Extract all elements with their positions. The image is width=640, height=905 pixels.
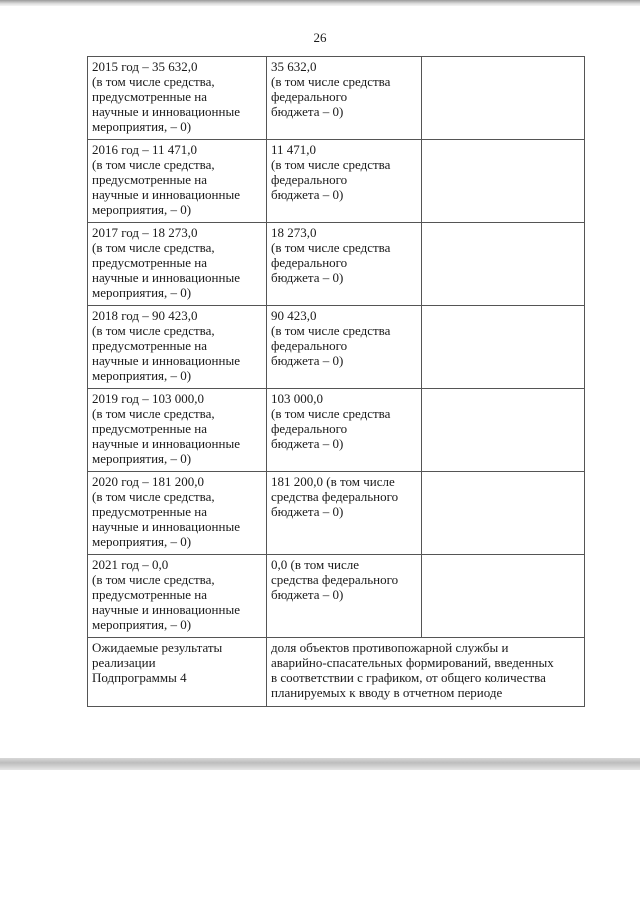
cell-line: Подпрограммы 4 [92, 670, 187, 685]
cell-line: федерального [271, 421, 348, 436]
empty-cell [422, 140, 585, 223]
empty-cell [422, 57, 585, 140]
cell-line: предусмотренные на [92, 255, 208, 270]
cell-line: предусмотренные на [92, 338, 208, 353]
amount-cell [267, 140, 422, 223]
year-funding-cell [88, 389, 267, 472]
cell-line: (в том числе средства, [92, 489, 215, 504]
amount-cell [267, 57, 422, 140]
table-row [88, 306, 585, 389]
cell-line: научные и инновационные [92, 353, 240, 368]
cell-line: планируемых к вводу в отчетном периоде [271, 685, 503, 700]
empty-cell [422, 223, 585, 306]
cell-line: 2021 год – 0,0 [92, 557, 169, 572]
empty-cell [422, 472, 585, 555]
year-funding-cell [88, 306, 267, 389]
cell-line: 2018 год – 90 423,0 [92, 308, 198, 323]
cell-line: мероприятия, – 0) [92, 617, 192, 632]
cell-line: федерального [271, 172, 348, 187]
cell-line: предусмотренные на [92, 421, 208, 436]
cell-line: научные и инновационные [92, 270, 240, 285]
cell-line: (в том числе средства, [92, 157, 215, 172]
cell-line: федерального [271, 89, 348, 104]
page-number: 26 [313, 30, 327, 45]
amount-cell [267, 472, 422, 555]
cell-line: (в том числе средства [271, 323, 391, 338]
cell-line: научные и инновационные [92, 519, 240, 534]
cell-line: бюджета – 0) [271, 187, 344, 202]
cell-line: мероприятия, – 0) [92, 534, 192, 549]
year-funding-cell [88, 57, 267, 140]
cell-line: (в том числе средства [271, 240, 391, 255]
cell-line: федерального [271, 255, 348, 270]
cell-line: 181 200,0 (в том числе [271, 474, 395, 489]
scan-edge-top [0, 0, 640, 6]
funding-table [87, 56, 585, 707]
cell-line: (в том числе средства, [92, 406, 215, 421]
cell-line: мероприятия, – 0) [92, 285, 192, 300]
cell-line: в соответствии с графиком, от общего количества [271, 670, 546, 685]
cell-line: 2017 год – 18 273,0 [92, 225, 198, 240]
year-funding-cell [88, 223, 267, 306]
results-value-cell [267, 638, 585, 707]
cell-line: 35 632,0 [271, 59, 317, 74]
cell-line: (в том числе средства, [92, 572, 215, 587]
cell-line: бюджета – 0) [271, 104, 344, 119]
cell-line: 11 471,0 [271, 142, 317, 157]
cell-line: мероприятия, – 0) [92, 202, 192, 217]
cell-line: (в том числе средства, [92, 240, 215, 255]
cell-line: мероприятия, – 0) [92, 119, 192, 134]
cell-line: научные и инновационные [92, 187, 240, 202]
cell-line: предусмотренные на [92, 89, 208, 104]
cell-line: средства федерального [271, 572, 399, 587]
table-row [88, 223, 585, 306]
table-row [88, 140, 585, 223]
amount-cell [267, 389, 422, 472]
cell-line: бюджета – 0) [271, 504, 344, 519]
cell-line: (в том числе средства, [92, 323, 215, 338]
cell-line: 2020 год – 181 200,0 [92, 474, 204, 489]
cell-line: предусмотренные на [92, 504, 208, 519]
cell-line: доля объектов противопожарной службы и [271, 640, 509, 655]
cell-line: Ожидаемые результаты [92, 640, 223, 655]
table-row [88, 472, 585, 555]
table-row [88, 555, 585, 638]
cell-line: (в том числе средства, [92, 74, 215, 89]
table-row [88, 57, 585, 140]
cell-line: мероприятия, – 0) [92, 451, 192, 466]
cell-line: научные и инновационные [92, 436, 240, 451]
empty-cell [422, 389, 585, 472]
cell-line: научные и инновационные [92, 602, 240, 617]
cell-line: (в том числе средства [271, 406, 391, 421]
cell-line: (в том числе средства [271, 74, 391, 89]
cell-line: предусмотренные на [92, 172, 208, 187]
empty-cell [422, 555, 585, 638]
results-label-cell [88, 638, 267, 707]
cell-line: 103 000,0 [271, 391, 323, 406]
year-funding-cell [88, 555, 267, 638]
amount-cell [267, 223, 422, 306]
cell-line: бюджета – 0) [271, 436, 344, 451]
cell-line: реализации [92, 655, 156, 670]
cell-line: мероприятия, – 0) [92, 368, 192, 383]
cell-line: 90 423,0 [271, 308, 317, 323]
cell-line: 2019 год – 103 000,0 [92, 391, 204, 406]
cell-line: 2015 год – 35 632,0 [92, 59, 198, 74]
year-funding-cell [88, 472, 267, 555]
cell-line: 0,0 (в том числе [271, 557, 359, 572]
table-row [88, 389, 585, 472]
amount-cell [267, 555, 422, 638]
cell-line: средства федерального [271, 489, 399, 504]
cell-line: предусмотренные на [92, 587, 208, 602]
cell-line: (в том числе средства [271, 157, 391, 172]
cell-line: 2016 год – 11 471,0 [92, 142, 198, 157]
cell-line: бюджета – 0) [271, 587, 344, 602]
table-row [88, 638, 585, 707]
cell-line: федерального [271, 338, 348, 353]
scan-edge-bottom [0, 758, 640, 770]
empty-cell [422, 306, 585, 389]
cell-line: бюджета – 0) [271, 353, 344, 368]
cell-line: 18 273,0 [271, 225, 317, 240]
cell-line: научные и инновационные [92, 104, 240, 119]
cell-line: бюджета – 0) [271, 270, 344, 285]
amount-cell [267, 306, 422, 389]
cell-line: аварийно-спасательных формирований, введенных [271, 655, 554, 670]
year-funding-cell [88, 140, 267, 223]
